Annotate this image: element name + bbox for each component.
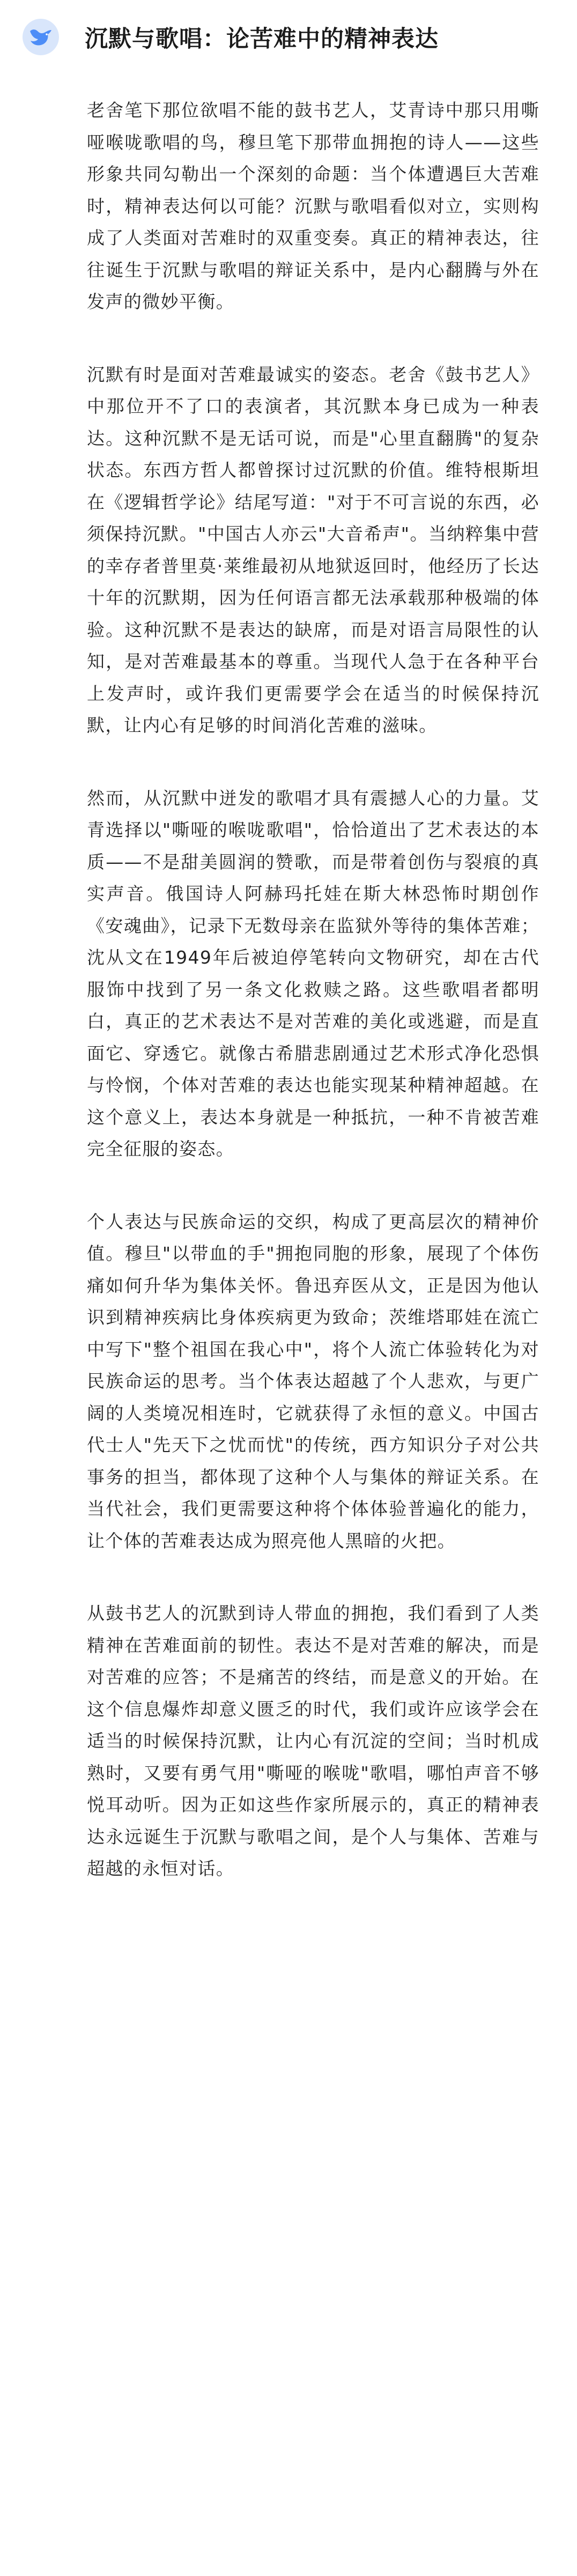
essay-body	[0, 61, 577, 1885]
assistant-avatar	[23, 19, 59, 55]
essay-paragraph-4: 个人表达与民族命运的交织，构成了更高层次的精神价值。穆旦"以带血的手"拥抱同胞的形象，展现了个体伤痛如何升华为集体关怀。鲁迅弃医从文，正是因为他认识到精神疾病比身体疾病更为致命；茨维塔耶娃在流亡中写下"整个祖国在我心中"，将个人流亡体验转化为对民族命运的思考。当个体表达超越了个人悲欢，与更广阔的人类境况相连时，它就获得了永恒的意义。中国古代士人"先天下之忧而忧"的传统，西方知识分子对公共事务的担当，都体现了这种个人与集体的辩证关系。在当代社会，我们更需要这种将个体体验普遍化的能力，让个体的苦难表达成为照亮他人黑暗的火把。	[87, 1211, 539, 1551]
chat-header	[0, 0, 577, 61]
essay-paragraph-1: 老舍笔下那位欲唱不能的鼓书艺人，艾青诗中那只用嘶哑喉咙歌唱的鸟，穆旦笔下那带血拥抱的诗人——这些形象共同勾勒出一个深刻的命题：当个体遭遇巨大苦难时，精神表达何以可能？沉默与歌唱看似对立，实则构成了人类面对苦难时的双重变奏。真正的精神表达，往往诞生于沉默与歌唱的辩证关系中，是内心翻腾与外在发声的微妙平衡。	[87, 100, 539, 312]
essay-paragraph-2: 沉默有时是面对苦难最诚实的姿态。老舍《鼓书艺人》中那位开不了口的表演者，其沉默本身已成为一种表达。这种沉默不是无话可说，而是"心里直翻腾"的复杂状态。东西方哲人都曾探讨过沉默的价值。维特根斯坦在《逻辑哲学论》结尾写道："对于不可言说的东西，必须保持沉默。"中国古人亦云"大音希声"。当纳粹集中营的幸存者普里莫·莱维最初从地狱返回时，他经历了长达十年的沉默期，因为任何语言都无法承载那种极端的体验。这种沉默不是表达的缺席，而是对语言局限性的认知，是对苦难最基本的尊重。当现代人急于在各种平台上发声时，或许我们更需要学会在适当的时候保持沉默，让内心有足够的时间消化苦难的滋味。	[87, 364, 539, 736]
essay-paragraph-3: 然而，从沉默中迸发的歌唱才具有震撼人心的力量。艾青选择以"嘶哑的喉咙歌唱"，恰恰道出了艺术表达的本质——不是甜美圆润的赞歌，而是带着创伤与裂痕的真实声音。俄国诗人阿赫玛托娃在斯大林恐怖时期创作《安魂曲》，记录下无数母亲在监狱外等待的集体苦难；沈从文在1949年后被迫停笔转向文物研究，却在古代服饰中找到了另一条文化救赎之路。这些歌唱者都明白，真正的艺术表达不是对苦难的美化或逃避，而是直面它、穿透它。就像古希腊悲剧通过艺术形式净化恐惧与怜悯，个体对苦难的表达也能实现某种精神超越。在这个意义上，表达本身就是一种抵抗，一种不肯被苦难完全征服的姿态。	[87, 787, 539, 1159]
page-title: 沉默与歌唱：论苦难中的精神表达	[85, 25, 439, 53]
bird-logo-icon	[29, 27, 53, 47]
essay-paragraph-5: 从鼓书艺人的沉默到诗人带血的拥抱，我们看到了人类精神在苦难面前的韧性。表达不是对苦难的解决，而是对苦难的应答；不是痛苦的终结，而是意义的开始。在这个信息爆炸却意义匮乏的时代，我们或许应该学会在适当的时候保持沉默，让内心有沉淀的空间；当时机成熟时，又要有勇气用"嘶哑的喉咙"歌唱，哪怕声音不够悦耳动听。因为正如这些作家所展示的，真正的精神表达永远诞生于沉默与歌唱之间，是个人与集体、苦难与超越的永恒对话。	[87, 1603, 539, 1879]
